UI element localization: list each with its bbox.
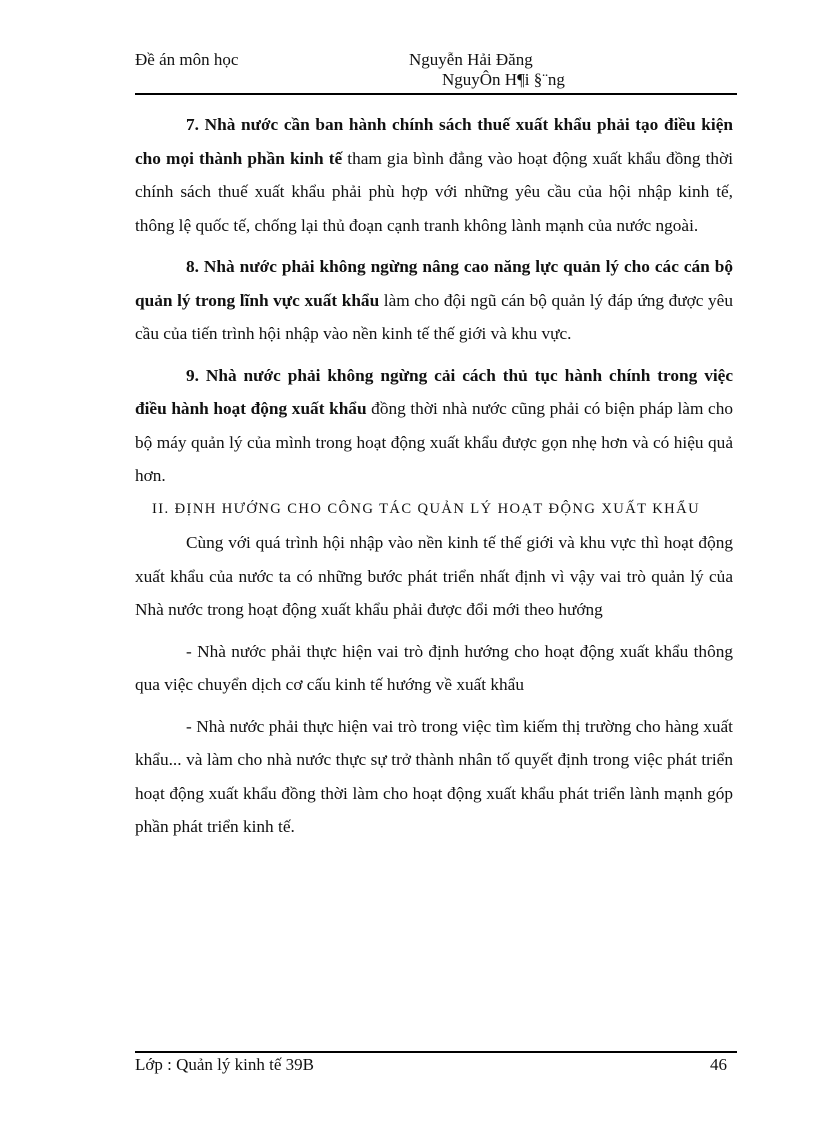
paragraph-8-bold: 8. Nhà nước phải không ngừng nâng cao năng lực quản lý cho các cán bộ quản lý trong lĩnh vực xuất khẩu — [135, 257, 733, 310]
paragraph-9-bold: 9. Nhà nước phải không ngừng cải cách thủ tục hành chính trong việc điều hành hoạt động xuất khẩu — [135, 365, 733, 418]
paragraph-8 — [135, 250, 733, 351]
footer-divider — [135, 1051, 737, 1053]
bullet-item: - Nhà nước phải thực hiện vai trò trong việc tìm kiếm thị trường cho hàng xuất khẩu... và làm cho nhà nước thực sự trở thành nhân tố quyết định trong việc phát triển hoạt động xuất khẩu đồng thời làm cho hoạt động xuất khẩu phát triển lành mạnh góp phần phát triển kinh tế. — [135, 716, 733, 836]
paragraph-7 — [135, 108, 733, 242]
paragraph-9-text: đồng thời nhà nước cũng phải có biện pháp làm cho bộ máy quản lý của mình trong hoạt động xuất khẩu được gọn nhẹ hơn và có hiệu quả hơn. — [135, 399, 733, 485]
course-label: Đề án môn học — [135, 50, 239, 69]
section-heading: II. ĐỊNH HƯỚNG CHO CÔNG TÁC QUẢN LÝ HOẠT ĐỘNG XUẤT KHẨU — [152, 500, 701, 517]
class-label: Lớp : Quản lý kinh tế 39B — [135, 1055, 314, 1074]
header-divider — [135, 93, 737, 95]
document-body — [135, 108, 733, 844]
page-number: 46 — [710, 1055, 727, 1074]
page-header — [135, 48, 737, 94]
paragraph-7-bold: 7. Nhà nước cần ban hành chính sách thuế xuất khẩu phải tạo điều kiện cho mọi thành phần kinh tế — [135, 115, 733, 168]
paragraph-7-text: tham gia bình đẳng vào hoạt động xuất khẩu đồng thời chính sách thuế xuất khẩu phải phù hợp với những yêu cầu của hội nhập kinh tế, thông lệ quốc tế, chống lại thủ đoạn cạnh tranh không lành mạnh của nước ngoài. — [135, 148, 734, 235]
paragraph-8-text: làm cho đội ngũ cán bộ quản lý đáp ứng được yêu cầu của tiến trình hội nhập vào nền kinh tế thế giới và khu vực. — [135, 290, 733, 343]
author-name-garbled: NguyÔn H¶i §¨ng — [442, 70, 565, 89]
body-paragraph: Cùng với quá trình hội nhập vào nền kinh tế thế giới và khu vực thì hoạt động xuất khẩu của nước ta có những bước phát triển nhất định vì vậy vai trò quản lý của Nhà nước trong hoạt động xuất khẩu phải được đổi mới theo hướng — [135, 533, 733, 619]
bullet-item: - Nhà nước phải thực hiện vai trò định hướng cho hoạt động xuất khẩu thông qua việc chuyển dịch cơ cấu kinh tế hướng về xuất khẩu — [135, 641, 733, 694]
paragraph-9 — [135, 359, 733, 493]
author-name: Nguyễn Hải Đăng — [409, 50, 533, 69]
